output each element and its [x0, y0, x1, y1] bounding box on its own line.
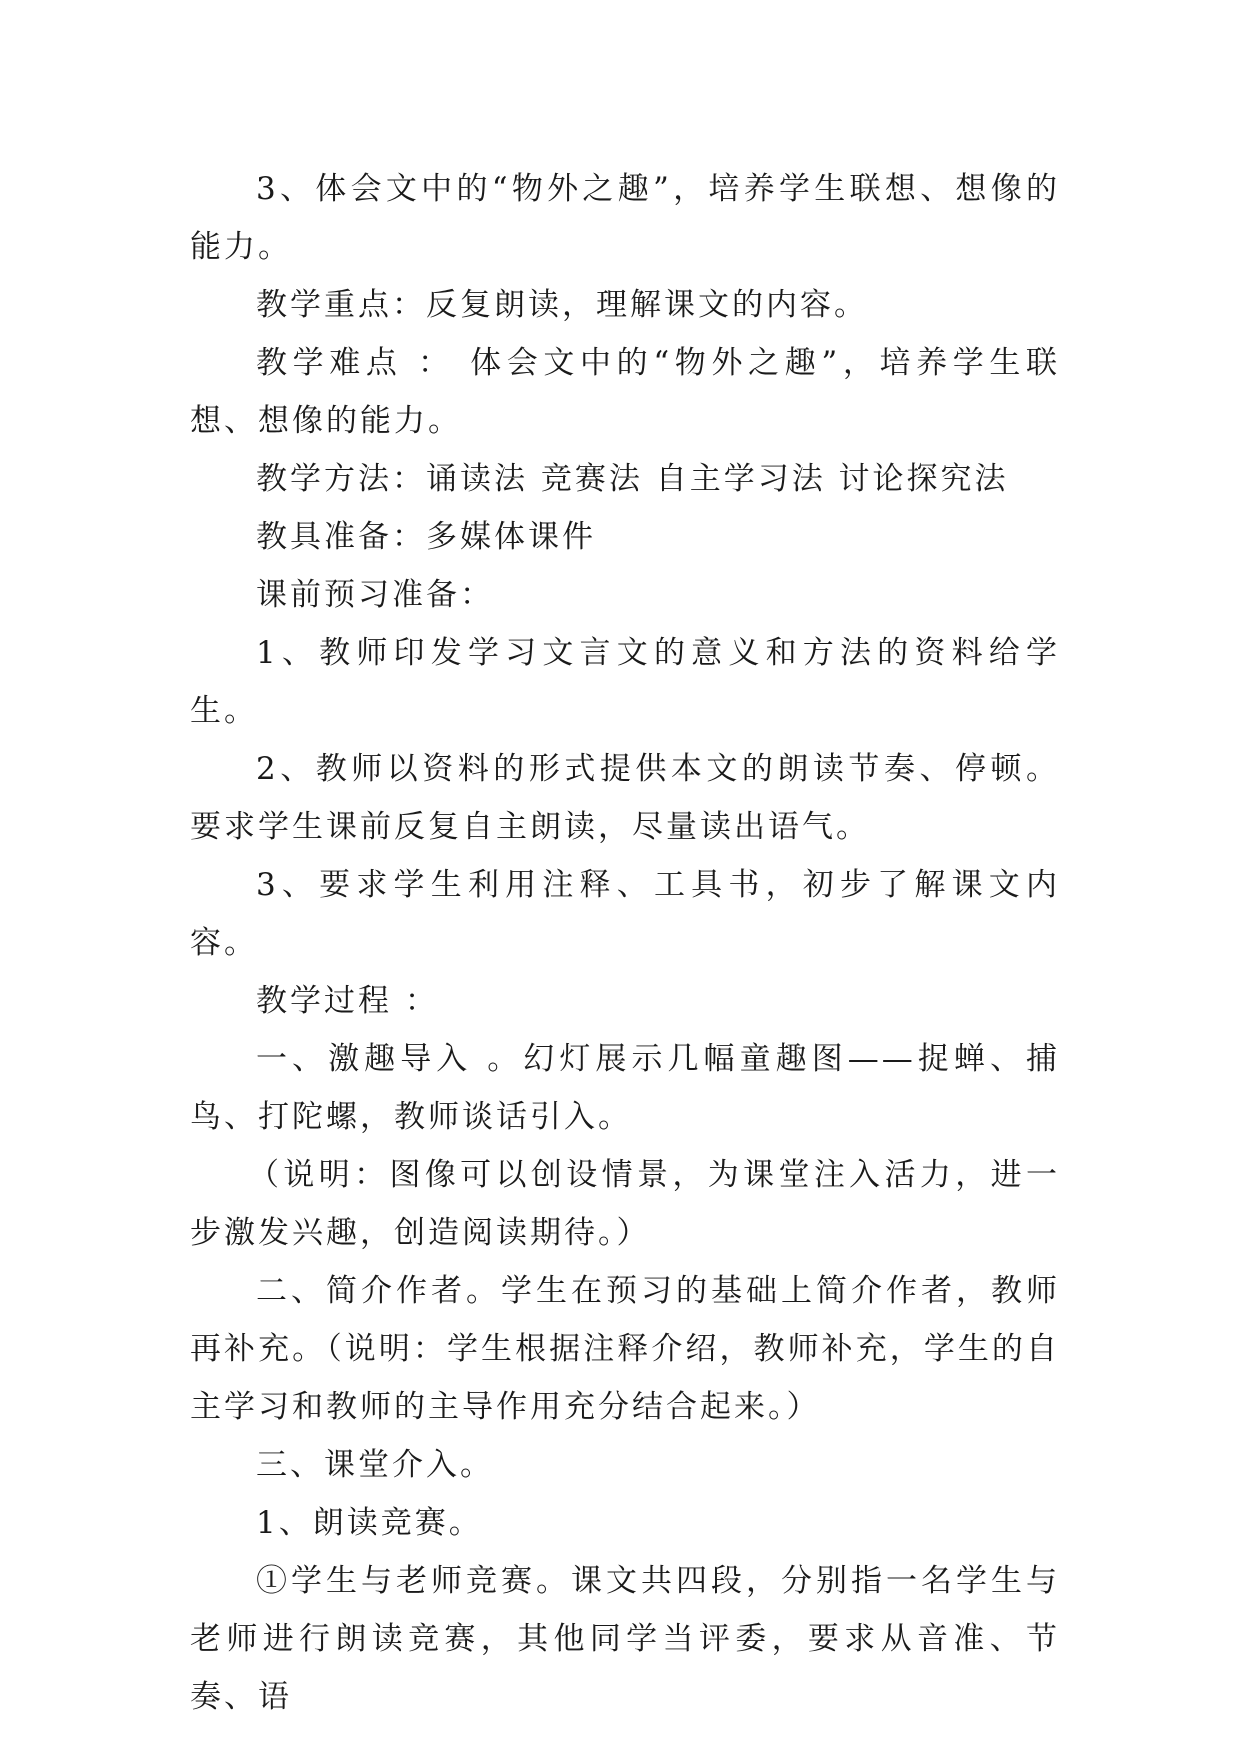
paragraph-preview-3: 3、要求学生利用注释、工具书，初步了解课文内容。 — [190, 867, 1060, 961]
paragraph-step-3-1-a: ①学生与老师竞赛。课文共四段，分别指一名学生与老师进行朗读竞赛，其他同学当评委，要求从音准、节奏、语 — [190, 1563, 1060, 1715]
paragraph-step-1-note: （说明：图像可以创设情景，为课堂注入活力，进一步激发兴趣，创造阅读期待。） — [190, 1157, 1060, 1251]
paragraph-difficulty: 教学难点 ： 体会文中的“物外之趣”，培养学生联想、想像的能力。 — [190, 345, 1060, 439]
paragraph-preview-2: 2、教师以资料的形式提供本文的朗读节奏、停顿。要求学生课前反复自主朗读，尽量读出语气。 — [190, 751, 1060, 845]
paragraph-step-1: 一、激趣导入 。幻灯展示几幅童趣图——捉蝉、捕鸟、打陀螺，教师谈话引入。 — [190, 1041, 1060, 1135]
paragraph-goal-3: 3、体会文中的“物外之趣”，培养学生联想、想像的能力。 — [190, 171, 1060, 265]
paragraph-preview-1: 1、教师印发学习文言文的意义和方法的资料给学生。 — [190, 635, 1060, 729]
paragraph-methods: 教学方法：诵读法 竞赛法 自主学习法 讨论探究法 — [256, 461, 1009, 497]
paragraph-step-3: 三、课堂介入。 — [256, 1447, 494, 1483]
paragraph-preview-heading: 课前预习准备： — [256, 577, 494, 613]
paragraph-process-heading: 教学过程 ： — [256, 983, 439, 1019]
paragraph-key-point: 教学重点：反复朗读，理解课文的内容。 — [256, 287, 868, 323]
paragraph-tools: 教具准备：多媒体课件 — [256, 519, 596, 555]
paragraph-step-3-1: 1、朗读竞赛。 — [256, 1505, 483, 1541]
paragraph-step-2: 二、简介作者。学生在预习的基础上简介作者，教师再补充。（说明：学生根据注释介绍，教师补充，学生的自主学习和教师的主导作用充分结合起来。） — [190, 1273, 1060, 1425]
document-body — [190, 160, 1060, 1726]
